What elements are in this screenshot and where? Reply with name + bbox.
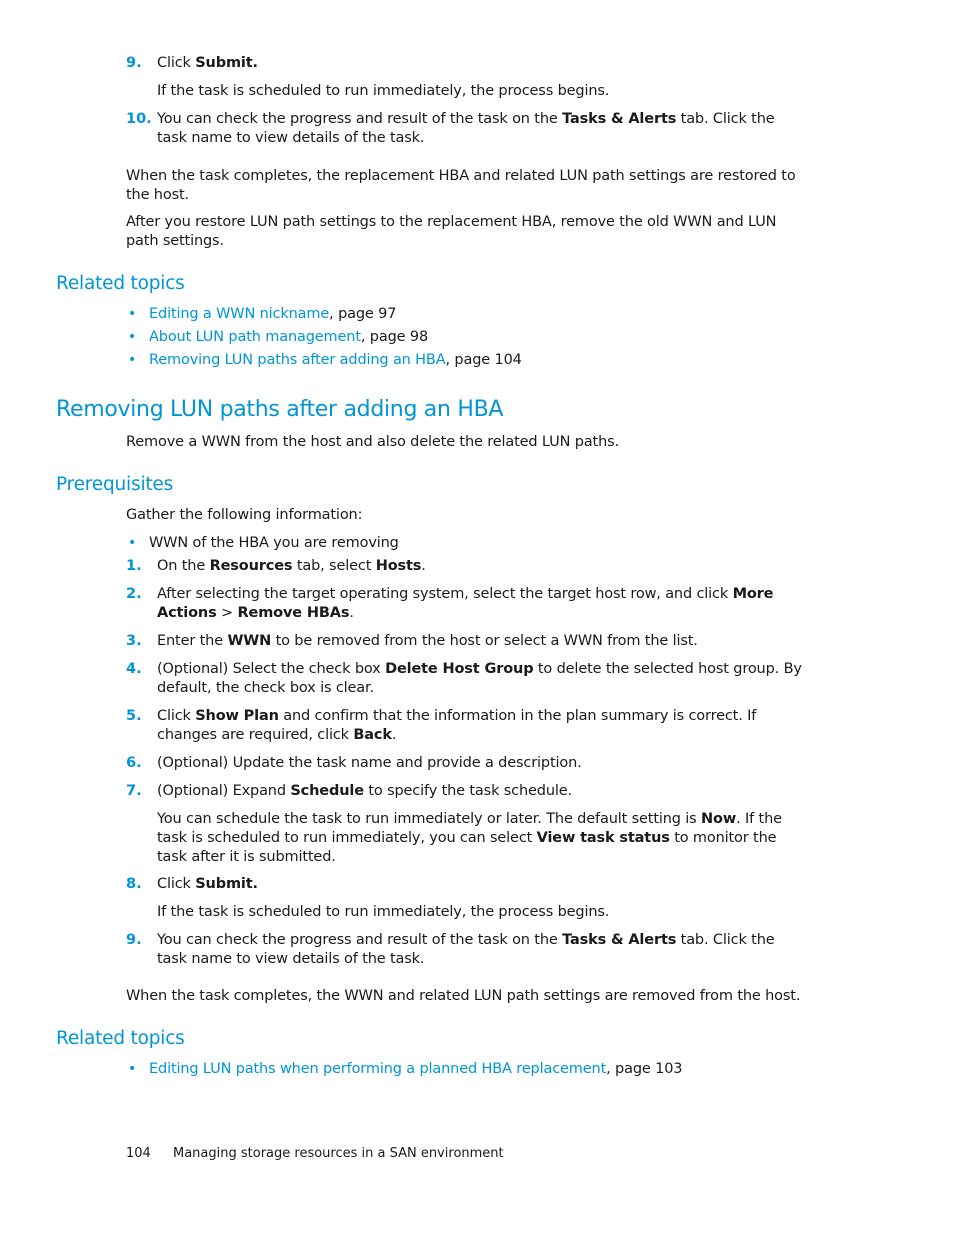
step-number: 3. bbox=[126, 633, 142, 649]
list-item: About LUN path management, page 98 bbox=[149, 329, 429, 345]
step-text: Click Show Plan and confirm that the information in the plan summary is correct. If changes are required, click Back. bbox=[157, 708, 757, 743]
step-number: 4. bbox=[126, 661, 142, 677]
step-number: 9. bbox=[126, 932, 142, 948]
bullet-icon: • bbox=[128, 1061, 137, 1077]
step-text: You can check the progress and result of the task on the Tasks & Alerts tab. Click the task name to view details of the task. bbox=[157, 111, 775, 146]
step-text: After selecting the target operating system, select the target host row, and click More Actions > Remove HBAs. bbox=[157, 586, 774, 621]
step-number: 5. bbox=[126, 708, 142, 724]
prerequisites-intro: Gather the following information: bbox=[126, 507, 363, 523]
step-text: Click Submit. bbox=[157, 55, 258, 71]
step-number: 1. bbox=[126, 558, 142, 574]
step-text: You can check the progress and result of the task on the Tasks & Alerts tab. Click the task name to view details of the task. bbox=[157, 932, 775, 967]
step-text: Click Submit. bbox=[157, 876, 258, 892]
section-title: Removing LUN paths after adding an HBA bbox=[56, 397, 504, 422]
step-note: If the task is scheduled to run immediately, the process begins. bbox=[157, 83, 610, 99]
list-item: Editing a WWN nickname, page 97 bbox=[149, 306, 397, 322]
section-intro: Remove a WWN from the host and also delete the related LUN paths. bbox=[126, 434, 619, 450]
bullet-icon: • bbox=[128, 306, 137, 322]
step-text: (Optional) Select the check box Delete Host Group to delete the selected host group. By default, the check box is clear. bbox=[157, 661, 802, 696]
link-editing-lun-paths-planned-hba[interactable]: Editing LUN paths when performing a planned HBA replacement bbox=[149, 1061, 607, 1077]
step-note: If the task is scheduled to run immediately, the process begins. bbox=[157, 904, 610, 920]
link-about-lun-path-management[interactable]: About LUN path management bbox=[149, 329, 361, 345]
bullet-icon: • bbox=[128, 535, 137, 551]
link-removing-lun-paths[interactable]: Removing LUN paths after adding an HBA bbox=[149, 352, 446, 368]
bullet-icon: • bbox=[128, 352, 137, 368]
step-note: You can schedule the task to run immediately or later. The default setting is Now. If the task is scheduled to run immediately, you can select View task status to monitor the task after it is submitted. bbox=[157, 811, 782, 865]
bullet-icon: • bbox=[128, 329, 137, 345]
step-number: 9. bbox=[126, 55, 142, 71]
list-item: WWN of the HBA you are removing bbox=[149, 535, 399, 551]
page-number: 104 bbox=[126, 1146, 151, 1161]
related-topics-heading: Related topics bbox=[56, 1028, 185, 1049]
list-item: Editing LUN paths when performing a planned HBA replacement, page 103 bbox=[149, 1061, 683, 1077]
step-text: (Optional) Update the task name and provide a description. bbox=[157, 755, 582, 771]
closing-paragraph: When the task completes, the WWN and related LUN path settings are removed from the host. bbox=[126, 988, 801, 1004]
step-text: On the Resources tab, select Hosts. bbox=[157, 558, 426, 574]
step-number: 10. bbox=[126, 111, 152, 127]
step-text: (Optional) Expand Schedule to specify the task schedule. bbox=[157, 783, 573, 799]
prerequisites-heading: Prerequisites bbox=[56, 474, 174, 495]
related-topics-heading: Related topics bbox=[56, 273, 185, 294]
paragraph: When the task completes, the replacement HBA and related LUN path settings are restored to the host. bbox=[126, 168, 796, 203]
step-number: 6. bbox=[126, 755, 142, 771]
step-number: 7. bbox=[126, 783, 142, 799]
list-item: Removing LUN paths after adding an HBA, page 104 bbox=[149, 352, 522, 368]
step-number: 2. bbox=[126, 586, 142, 602]
footer-title: Managing storage resources in a SAN environment bbox=[173, 1146, 504, 1161]
link-editing-wwn-nickname[interactable]: Editing a WWN nickname bbox=[149, 306, 330, 322]
paragraph: After you restore LUN path settings to the replacement HBA, remove the old WWN and LUN path settings. bbox=[126, 214, 777, 249]
step-text: Enter the WWN to be removed from the host or select a WWN from the list. bbox=[157, 633, 698, 649]
step-number: 8. bbox=[126, 876, 142, 892]
